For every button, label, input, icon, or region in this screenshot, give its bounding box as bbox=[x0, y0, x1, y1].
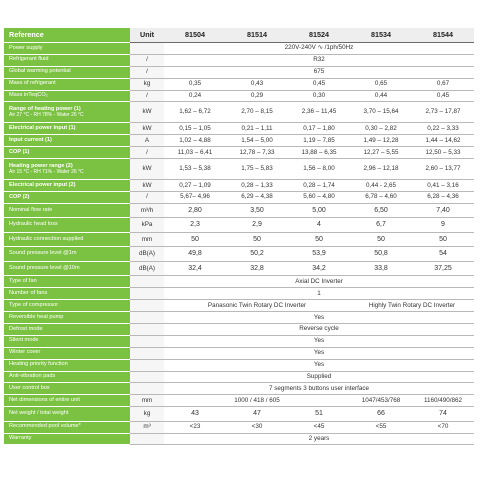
value-cell: Supplied bbox=[164, 371, 474, 383]
value-cell: 1 bbox=[164, 288, 474, 300]
unit-cell bbox=[130, 312, 164, 324]
value-cell: <30 bbox=[226, 421, 288, 433]
parameter-label: Power supply bbox=[9, 44, 43, 51]
value-cell: <45 bbox=[288, 421, 350, 433]
parameter-cell bbox=[4, 102, 130, 123]
value-cell: 1,19 – 7,85 bbox=[288, 135, 350, 147]
table-row bbox=[4, 383, 474, 395]
value-cell: 51 bbox=[288, 407, 350, 422]
value-cell: 1,62 – 6,72 bbox=[164, 102, 226, 123]
specification-table bbox=[4, 28, 474, 445]
parameter-cell bbox=[4, 54, 130, 66]
unit-cell: kg bbox=[130, 407, 164, 422]
unit-cell bbox=[130, 335, 164, 347]
table-row bbox=[4, 90, 474, 102]
header-row bbox=[4, 28, 474, 43]
parameter-cell bbox=[4, 159, 130, 180]
parameter-label: Net weight / total weight bbox=[9, 410, 69, 417]
value-cell: 74 bbox=[412, 407, 474, 422]
value-cell: 0,27 – 1,09 bbox=[164, 180, 226, 192]
value-cell: 0,41 – 3,16 bbox=[412, 180, 474, 192]
value-cell: 9 bbox=[412, 218, 474, 233]
value-cell: 2,96 – 12,18 bbox=[350, 159, 412, 180]
value-cell: 2 years bbox=[164, 433, 474, 445]
table-row bbox=[4, 66, 474, 78]
parameter-cell bbox=[4, 232, 130, 247]
parameter-label: Recommended pool volume* bbox=[9, 423, 81, 430]
value-cell: 0,44 bbox=[350, 90, 412, 102]
value-cell: 11,03 – 6,41 bbox=[164, 147, 226, 159]
value-cell: Panasonic Twin Rotary DC Inverter bbox=[164, 300, 350, 312]
unit-cell: kW bbox=[130, 123, 164, 135]
table-body bbox=[4, 43, 474, 445]
parameter-label: Nominal flow rate bbox=[9, 206, 53, 213]
parameter-cell bbox=[4, 90, 130, 102]
value-cell: 0,45 bbox=[288, 78, 350, 90]
unit-cell: / bbox=[130, 192, 164, 204]
parameter-cell bbox=[4, 312, 130, 324]
table-row bbox=[4, 276, 474, 288]
value-cell: 0,24 bbox=[164, 90, 226, 102]
table-row bbox=[4, 421, 474, 433]
parameter-label: Sound pressure level @10m bbox=[9, 264, 80, 271]
unit-cell bbox=[130, 359, 164, 371]
value-cell: <55 bbox=[350, 421, 412, 433]
reference-header: Reference bbox=[4, 28, 130, 43]
parameter-cell bbox=[4, 323, 130, 335]
value-cell: 0,21 – 1,11 bbox=[226, 123, 288, 135]
value-cell: 12,27 – 5,55 bbox=[350, 147, 412, 159]
table-row bbox=[4, 180, 474, 192]
unit-cell: mm bbox=[130, 395, 164, 407]
value-cell: 49,8 bbox=[164, 247, 226, 262]
table-row bbox=[4, 300, 474, 312]
table-row bbox=[4, 312, 474, 324]
parameter-cell bbox=[4, 347, 130, 359]
value-cell: 0,22 – 3,33 bbox=[412, 123, 474, 135]
table-row bbox=[4, 218, 474, 233]
parameter-label: Anti-vibration pads bbox=[9, 373, 56, 380]
value-cell: 2,9 bbox=[226, 218, 288, 233]
unit-cell: m³ bbox=[130, 421, 164, 433]
parameter-cell bbox=[4, 383, 130, 395]
table-row bbox=[4, 347, 474, 359]
value-cell: 1,49 – 12,28 bbox=[350, 135, 412, 147]
parameter-label: Electrical power input (2) bbox=[9, 181, 76, 188]
parameter-cell bbox=[4, 395, 130, 407]
value-cell: Axial DC Inverter bbox=[164, 276, 474, 288]
value-cell: 2,80 bbox=[164, 203, 226, 218]
value-cell: 0,30 bbox=[288, 90, 350, 102]
value-cell: 0,65 bbox=[350, 78, 412, 90]
value-cell: 6,50 bbox=[350, 203, 412, 218]
table-row bbox=[4, 288, 474, 300]
value-cell: 0,28 – 1,33 bbox=[226, 180, 288, 192]
table-row bbox=[4, 433, 474, 445]
table-row bbox=[4, 102, 474, 123]
parameter-cell bbox=[4, 123, 130, 135]
parameter-label: Hydraulic head loss bbox=[9, 221, 58, 228]
value-cell: 12,50 – 5,33 bbox=[412, 147, 474, 159]
parameter-label: Heating power range (2) bbox=[9, 162, 73, 169]
parameter-cell bbox=[4, 135, 130, 147]
value-cell: 2,3 bbox=[164, 218, 226, 233]
parameter-cell bbox=[4, 371, 130, 383]
value-cell: 54 bbox=[412, 247, 474, 262]
value-cell: 5,60 – 4,80 bbox=[288, 192, 350, 204]
model-header: 81504 bbox=[164, 28, 226, 43]
parameter-cell bbox=[4, 247, 130, 262]
parameter-label: COP (1) bbox=[9, 148, 30, 155]
parameter-cell bbox=[4, 78, 130, 90]
value-cell: 50,8 bbox=[350, 247, 412, 262]
value-cell: 1,53 – 5,38 bbox=[164, 159, 226, 180]
parameter-condition: Air 15 °C - RH 71% - Water 26 °C bbox=[9, 168, 84, 175]
unit-cell: / bbox=[130, 147, 164, 159]
value-cell: R32 bbox=[164, 54, 474, 66]
parameter-cell bbox=[4, 421, 130, 433]
value-cell: 2,73 – 17,87 bbox=[412, 102, 474, 123]
value-cell: 0,35 bbox=[164, 78, 226, 90]
parameter-cell bbox=[4, 218, 130, 233]
unit-cell bbox=[130, 433, 164, 445]
value-cell: 34,2 bbox=[288, 261, 350, 276]
value-cell: 43 bbox=[164, 407, 226, 422]
parameter-label: Refrigerant fluid bbox=[9, 56, 49, 63]
value-cell: Yes bbox=[164, 359, 474, 371]
value-cell: 2,36 – 11,45 bbox=[288, 102, 350, 123]
table-row bbox=[4, 192, 474, 204]
value-cell: 12,78 – 7,33 bbox=[226, 147, 288, 159]
value-cell: 5,00 bbox=[288, 203, 350, 218]
parameter-label: User control box bbox=[9, 384, 50, 391]
value-cell: 0,28 – 1,74 bbox=[288, 180, 350, 192]
parameter-label: Net dimensions of entire unit bbox=[9, 396, 80, 403]
unit-cell: mm bbox=[130, 232, 164, 247]
value-cell: Highly Twin Rotary DC Inverter bbox=[350, 300, 474, 312]
table-row bbox=[4, 407, 474, 422]
unit-cell: kW bbox=[130, 159, 164, 180]
model-header: 81524 bbox=[288, 28, 350, 43]
value-cell: 6,78 – 4,60 bbox=[350, 192, 412, 204]
table-row bbox=[4, 335, 474, 347]
unit-cell bbox=[130, 43, 164, 55]
parameter-label: Mass of refrigerant bbox=[9, 80, 56, 87]
parameter-label: Input current (1) bbox=[9, 136, 52, 143]
unit-cell bbox=[130, 371, 164, 383]
value-cell: 53,9 bbox=[288, 247, 350, 262]
table-row bbox=[4, 247, 474, 262]
unit-cell: kg bbox=[130, 78, 164, 90]
parameter-cell bbox=[4, 335, 130, 347]
parameter-cell bbox=[4, 288, 130, 300]
value-cell: 3,50 bbox=[226, 203, 288, 218]
unit-cell: kPa bbox=[130, 218, 164, 233]
parameter-condition: Air 27 °C - RH 78% - Water 26 °C bbox=[9, 111, 84, 118]
value-cell: 37,25 bbox=[412, 261, 474, 276]
value-cell: 50 bbox=[226, 232, 288, 247]
value-cell: 32,8 bbox=[226, 261, 288, 276]
value-cell: 47 bbox=[226, 407, 288, 422]
unit-cell: kW bbox=[130, 180, 164, 192]
value-cell: 13,88 – 6,35 bbox=[288, 147, 350, 159]
value-cell: 2,60 – 13,77 bbox=[412, 159, 474, 180]
value-cell: 6,28 – 4,36 bbox=[412, 192, 474, 204]
value-cell: 6,7 bbox=[350, 218, 412, 233]
value-cell: Reverse cycle bbox=[164, 323, 474, 335]
value-cell: 33,8 bbox=[350, 261, 412, 276]
parameter-cell bbox=[4, 180, 130, 192]
parameter-label: Number of fans bbox=[9, 289, 48, 296]
value-cell: <70 bbox=[412, 421, 474, 433]
value-cell: 50 bbox=[412, 232, 474, 247]
table-row bbox=[4, 135, 474, 147]
value-cell: 50 bbox=[164, 232, 226, 247]
unit-header: Unit bbox=[130, 28, 164, 43]
unit-cell bbox=[130, 323, 164, 335]
table-row bbox=[4, 371, 474, 383]
value-cell: <23 bbox=[164, 421, 226, 433]
value-cell: 0,17 – 1,80 bbox=[288, 123, 350, 135]
parameter-label: Heating priority function bbox=[9, 361, 68, 368]
parameter-label: Global warming potential bbox=[9, 68, 71, 75]
value-cell: 66 bbox=[350, 407, 412, 422]
unit-cell: kW bbox=[130, 102, 164, 123]
unit-cell: m³/h bbox=[130, 203, 164, 218]
value-cell: 50 bbox=[350, 232, 412, 247]
value-cell: 1,44 – 14,62 bbox=[412, 135, 474, 147]
table-row bbox=[4, 203, 474, 218]
parameter-label: Hydraulic connection supplied bbox=[9, 235, 84, 242]
value-cell: 4 bbox=[288, 218, 350, 233]
value-cell: 220V-240V ∿ /1ph/50Hz bbox=[164, 43, 474, 55]
value-cell: 1047/453/768 bbox=[350, 395, 412, 407]
value-cell: 0,67 bbox=[412, 78, 474, 90]
unit-cell bbox=[130, 288, 164, 300]
value-cell: 7 segments 3 buttons user interface bbox=[164, 383, 474, 395]
parameter-label: Type of fan bbox=[9, 277, 37, 284]
parameter-cell bbox=[4, 407, 130, 422]
value-cell: 5,67– 4,96 bbox=[164, 192, 226, 204]
parameter-cell bbox=[4, 276, 130, 288]
table-row bbox=[4, 43, 474, 55]
parameter-cell bbox=[4, 359, 130, 371]
value-cell: Yes bbox=[164, 312, 474, 324]
parameter-cell bbox=[4, 43, 130, 55]
value-cell: 32,4 bbox=[164, 261, 226, 276]
table-row bbox=[4, 232, 474, 247]
parameter-label: Winter cover bbox=[9, 349, 41, 356]
value-cell: 0,45 bbox=[412, 90, 474, 102]
value-cell: Yes bbox=[164, 347, 474, 359]
parameter-cell bbox=[4, 192, 130, 204]
value-cell: 0,43 bbox=[226, 78, 288, 90]
parameter-label: Sound pressure level @1m bbox=[9, 250, 77, 257]
unit-cell: dB(A) bbox=[130, 247, 164, 262]
value-cell: 675 bbox=[164, 66, 474, 78]
unit-cell bbox=[130, 347, 164, 359]
unit-cell: / bbox=[130, 90, 164, 102]
value-cell: 0,44 - 2,65 bbox=[350, 180, 412, 192]
table-row bbox=[4, 78, 474, 90]
model-header: 81514 bbox=[226, 28, 288, 43]
parameter-label: COP (2) bbox=[9, 193, 30, 200]
parameter-cell bbox=[4, 261, 130, 276]
value-cell: 3,70 – 15,64 bbox=[350, 102, 412, 123]
parameter-cell bbox=[4, 300, 130, 312]
value-cell: 0,15 – 1,05 bbox=[164, 123, 226, 135]
value-cell: 1,56 – 8,00 bbox=[288, 159, 350, 180]
parameter-label: Reversible heat pump bbox=[9, 313, 64, 320]
unit-cell: / bbox=[130, 66, 164, 78]
value-cell: Yes bbox=[164, 335, 474, 347]
value-cell: 2,70 – 8,15 bbox=[226, 102, 288, 123]
unit-cell bbox=[130, 383, 164, 395]
parameter-label: Range of heating power (1) bbox=[9, 106, 81, 113]
parameter-cell bbox=[4, 433, 130, 445]
unit-cell: dB(A) bbox=[130, 261, 164, 276]
parameter-label: Silent mode bbox=[9, 337, 39, 344]
value-cell: 0,30 – 2,82 bbox=[350, 123, 412, 135]
parameter-cell bbox=[4, 66, 130, 78]
table-row bbox=[4, 323, 474, 335]
value-cell: 7,40 bbox=[412, 203, 474, 218]
unit-cell bbox=[130, 276, 164, 288]
table-row bbox=[4, 395, 474, 407]
value-cell: 6,29 – 4,38 bbox=[226, 192, 288, 204]
table-row bbox=[4, 54, 474, 66]
value-cell: 0,29 bbox=[226, 90, 288, 102]
table-row bbox=[4, 147, 474, 159]
table-row bbox=[4, 159, 474, 180]
unit-cell: / bbox=[130, 54, 164, 66]
value-cell: 50 bbox=[288, 232, 350, 247]
unit-cell bbox=[130, 300, 164, 312]
value-cell: 1,54 – 5,00 bbox=[226, 135, 288, 147]
parameter-label: Mass inTeqCO₂ bbox=[9, 92, 48, 99]
value-cell: 1,02 – 4,88 bbox=[164, 135, 226, 147]
value-cell: 1000 / 418 / 605 bbox=[164, 395, 350, 407]
parameter-cell bbox=[4, 147, 130, 159]
parameter-cell bbox=[4, 203, 130, 218]
model-header: 81544 bbox=[412, 28, 474, 43]
value-cell: 50,2 bbox=[226, 247, 288, 262]
parameter-label: Electrical power input (1) bbox=[9, 125, 76, 131]
parameter-label: Defrost mode bbox=[9, 325, 43, 332]
table-row bbox=[4, 261, 474, 276]
model-header: 81534 bbox=[350, 28, 412, 43]
unit-cell: A bbox=[130, 135, 164, 147]
parameter-label: Warranty bbox=[9, 435, 32, 442]
value-cell: 1160/490/862 bbox=[412, 395, 474, 407]
table-row bbox=[4, 123, 474, 135]
table-row bbox=[4, 359, 474, 371]
value-cell: 1,75 – 5,83 bbox=[226, 159, 288, 180]
parameter-label: Type of compressor bbox=[9, 301, 59, 308]
